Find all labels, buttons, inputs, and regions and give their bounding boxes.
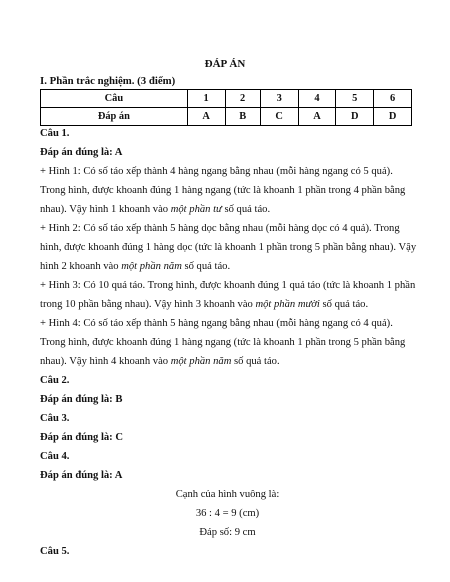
solution-line: Đáp số: 9 cm [199,527,256,538]
question-5-heading: Câu 5. [40,546,70,557]
explanation-line [40,352,415,371]
fraction-term: một phần năm [121,261,182,272]
text-run: nhau). Vậy hình 4 khoanh vào [40,356,171,367]
page-title: ĐÁP ÁN [204,58,246,70]
text-run: số quả táo. [221,204,271,215]
fraction-term: một phần năm [170,356,232,367]
table-cell: A [298,108,336,126]
table-header-cell: 1 [187,90,225,108]
text-run: số quả táo. [231,356,280,367]
table-header-cell: 5 [336,90,374,108]
question-4-heading: Câu 4. [40,451,70,462]
explanation-line [40,295,415,314]
question-2-heading: Câu 2. [40,375,70,386]
table-cell: Đáp án [41,108,188,126]
explanation-line: + Hình 3: Có 10 quả táo. Trong hình, được khoanh đúng 1 quả táo (tức là khoanh 1 phần [40,280,416,291]
table-header-cell: Câu [41,90,188,108]
text-run: số quả táo. [319,299,369,310]
table-cell: C [260,108,298,126]
explanation-line [40,200,415,219]
explanation-line: + Hình 2: Có số táo xếp thành 5 hàng dọc bằng nhau (mỗi hàng dọc có 4 quả). Trong [40,223,400,234]
text-run: nhau). Vậy hình 1 khoanh vào [40,204,171,215]
table-cell: D [336,108,374,126]
table-header-row [41,90,412,108]
table-cell: D [374,108,412,126]
solution-line: Cạnh của hình vuông là: [175,489,280,500]
question-1-answer: Đáp án đúng là: A [40,147,123,158]
explanation-line: hình, được khoanh đúng 1 hàng dọc (tức là khoanh 1 phần trong 5 phần bằng nhau). Vậy [40,242,417,253]
table-cell: A [187,108,225,126]
table-row [41,108,412,126]
explanation-line [40,257,415,276]
fraction-term: một phần tư [170,204,222,215]
explanation-line: + Hình 1: Có số táo xếp thành 4 hàng ngang bằng nhau (mỗi hàng ngang có 5 quả). [40,166,393,177]
table-header-cell: 4 [298,90,336,108]
solution-line: 36 : 4 = 9 (cm) [195,508,260,519]
text-run: hình 2 khoanh vào [40,261,122,272]
text-run: số quả táo. [181,261,231,272]
explanation-line: Trong hình, được khoanh đúng 1 hàng ngang (tức là khoanh 1 phần trong 4 phần bằng [40,185,406,196]
answer-table [40,89,412,126]
table-header-cell: 2 [225,90,260,108]
question-4-answer: Đáp án đúng là: A [40,470,123,481]
question-1-heading: Câu 1. [40,128,70,139]
table-header-cell: 6 [374,90,412,108]
table-header-cell: 3 [260,90,298,108]
section-heading: I. Phần trắc nghiệm. (3 điểm) [40,75,176,87]
text-run: trong 10 phần bằng nhau). Vậy hình 3 khoanh vào [40,299,256,310]
question-2-answer: Đáp án đúng là: B [40,394,123,405]
table-cell: B [225,108,260,126]
question-3-answer: Đáp án đúng là: C [40,432,124,443]
answer-content [40,124,415,561]
question-3-heading: Câu 3. [40,413,70,424]
explanation-line: + Hình 4: Có số táo xếp thành 5 hàng ngang bằng nhau (mỗi hàng ngang có 4 quả). [40,318,393,329]
fraction-term: một phần mười [255,299,320,310]
explanation-line: Trong hình, được khoanh đúng 1 hàng ngang (tức là khoanh 1 phần trong 5 phần bằng [40,337,406,348]
